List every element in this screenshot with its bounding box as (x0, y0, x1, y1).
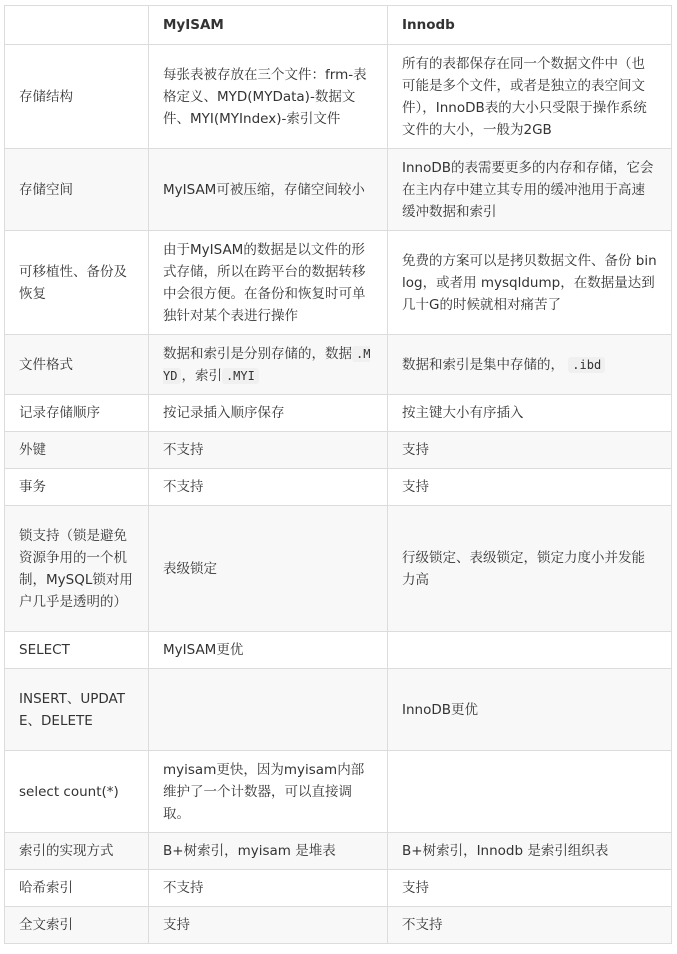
feature-cell: 文件格式 (5, 335, 149, 395)
innodb-cell: B+树索引，Innodb 是索引组织表 (388, 833, 672, 870)
myisam-cell: 由于MyISAM的数据是以文件的形式存储，所以在跨平台的数据转移中会很方便。在备份和恢复时可单独针对某个表进行操作 (149, 231, 388, 335)
feature-cell: select count(*) (5, 751, 149, 833)
myisam-cell: 每张表被存放在三个文件：frm-表格定义、MYD(MYData)-数据文件、MYI(MYIndex)-索引文件 (149, 45, 388, 149)
header-myisam: MyISAM (149, 6, 388, 45)
feature-cell: 索引的实现方式 (5, 833, 149, 870)
table-row (5, 907, 672, 944)
myisam-cell (149, 669, 388, 751)
table-row (5, 149, 672, 231)
myisam-text-mid: ，索引 (181, 367, 222, 384)
feature-cell: 可移植性、备份及恢复 (5, 231, 149, 335)
innodb-cell: 支持 (388, 469, 672, 506)
ibd-extension-code: .ibd (568, 357, 605, 373)
innodb-cell: InnoDB的表需要更多的内存和存储，它会在主内存中建立其专用的缓冲池用于高速缓冲数据和索引 (388, 149, 672, 231)
myisam-cell (149, 335, 388, 395)
feature-cell: 哈希索引 (5, 870, 149, 907)
table-row (5, 231, 672, 335)
myisam-cell: myisam更快，因为myisam内部维护了一个计数器，可以直接调取。 (149, 751, 388, 833)
myisam-cell: 支持 (149, 907, 388, 944)
feature-cell: 锁支持（锁是避免资源争用的一个机制，MySQL锁对用户几乎是透明的） (5, 506, 149, 632)
table-row (5, 335, 672, 395)
myisam-cell: MyISAM更优 (149, 632, 388, 669)
myd-extension-code: .MYD (163, 346, 371, 383)
innodb-cell: 免费的方案可以是拷贝数据文件、备份 binlog，或者用 mysqldump，在数据量达到几十G的时候就相对痛苦了 (388, 231, 672, 335)
myisam-cell: 按记录插入顺序保存 (149, 395, 388, 432)
table-row (5, 833, 672, 870)
innodb-cell: 支持 (388, 432, 672, 469)
myisam-cell: 不支持 (149, 469, 388, 506)
myisam-cell: MyISAM可被压缩，存储空间较小 (149, 149, 388, 231)
myi-extension-code: .MYI (222, 368, 259, 384)
myisam-cell: 不支持 (149, 432, 388, 469)
innodb-text-pre: 数据和索引是集中存储的， (402, 356, 564, 373)
table-row (5, 506, 672, 632)
table-row (5, 45, 672, 149)
innodb-cell: 行级锁定、表级锁定，锁定力度小并发能力高 (388, 506, 672, 632)
innodb-cell: 所有的表都保存在同一个数据文件中（也可能是多个文件，或者是独立的表空间文件），InnoDB表的大小只受限于操作系统文件的大小，一般为2GB (388, 45, 672, 149)
feature-cell: 外键 (5, 432, 149, 469)
innodb-cell: 支持 (388, 870, 672, 907)
header-innodb: Innodb (388, 6, 672, 45)
table-row (5, 395, 672, 432)
myisam-cell: 表级锁定 (149, 506, 388, 632)
innodb-cell: 不支持 (388, 907, 672, 944)
myisam-cell: B+树索引，myisam 是堆表 (149, 833, 388, 870)
comparison-table (4, 5, 672, 944)
feature-cell: 存储空间 (5, 149, 149, 231)
feature-cell: 存储结构 (5, 45, 149, 149)
innodb-cell: 按主键大小有序插入 (388, 395, 672, 432)
header-feature (5, 6, 149, 45)
table-row (5, 432, 672, 469)
feature-cell: INSERT、UPDATE、DELETE (5, 669, 149, 751)
innodb-cell (388, 751, 672, 833)
innodb-cell (388, 335, 672, 395)
table-row (5, 870, 672, 907)
table-row (5, 632, 672, 669)
innodb-cell (388, 632, 672, 669)
feature-cell: SELECT (5, 632, 149, 669)
myisam-cell: 不支持 (149, 870, 388, 907)
table-row (5, 469, 672, 506)
innodb-cell: InnoDB更优 (388, 669, 672, 751)
feature-cell: 记录存储顺序 (5, 395, 149, 432)
table-row (5, 669, 672, 751)
myisam-text-pre: 数据和索引是分别存储的，数据 (163, 345, 352, 362)
header-row (5, 6, 672, 45)
table-row (5, 751, 672, 833)
feature-cell: 事务 (5, 469, 149, 506)
feature-cell: 全文索引 (5, 907, 149, 944)
